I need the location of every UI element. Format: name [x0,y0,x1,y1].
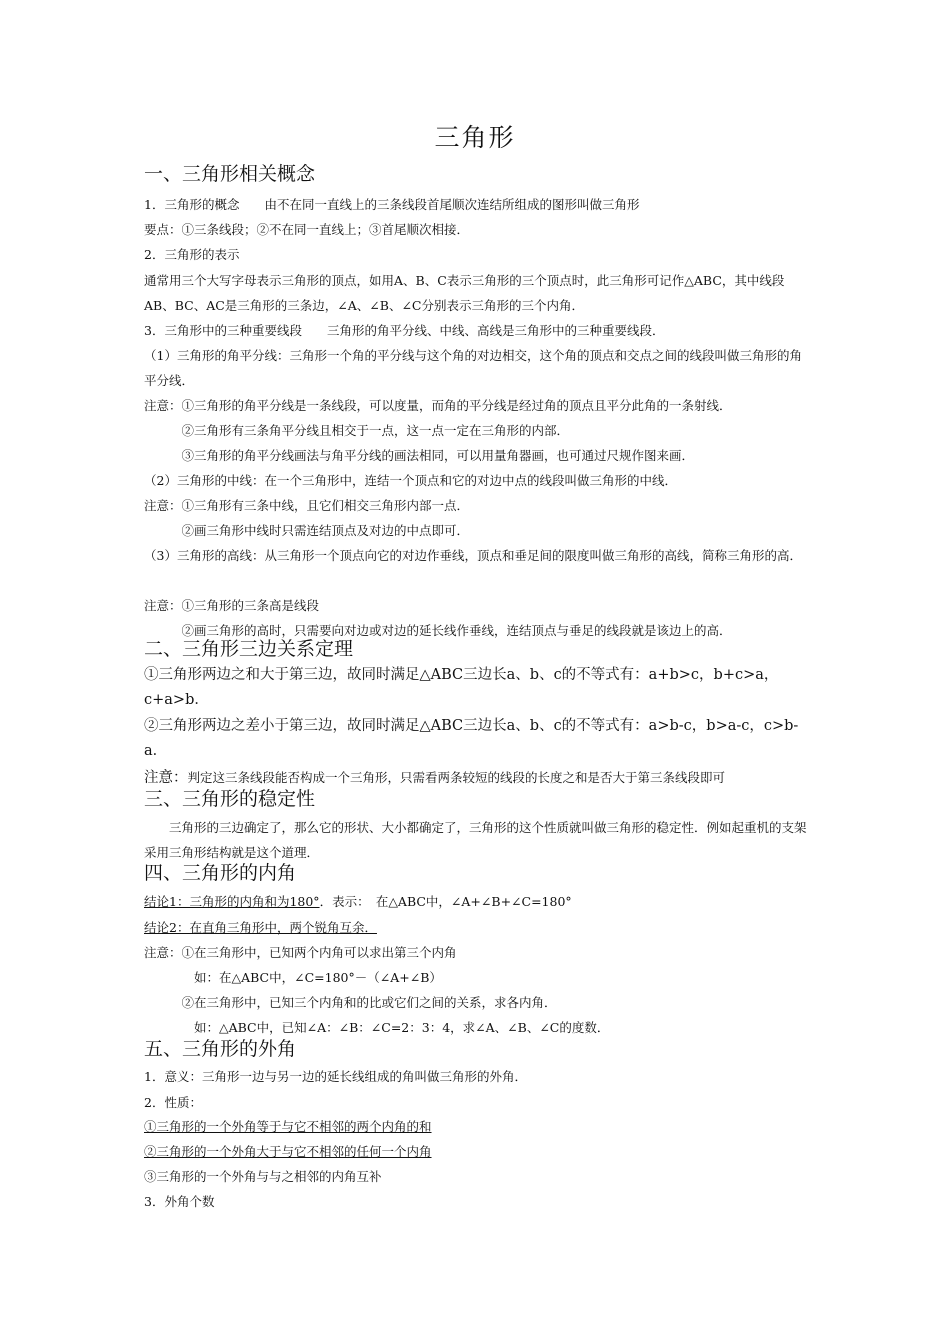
section-heading-3: 三、三角形的稳定性 [144,788,316,810]
section-heading-4: 四、三角形的内角 [144,862,297,884]
paragraph: 1．三角形的概念 由不在同一直线上的三条线段首尾顺次连结所组成的图形叫做三角形 [144,197,640,212]
paragraph: 注意：①三角形有三条中线，且它们相交三角形内部一点． [144,498,470,513]
paragraph: ②画三角形的高时，只需要向对边或对边的延长线作垂线，连结顶点与垂足的线段就是该边上的高． [144,623,732,638]
paragraph: ②画三角形中线时只需连结顶点及对边的中点即可． [144,523,470,538]
paragraph: 如：△ABC中，已知∠A：∠B：∠C=2：3：4，求∠A、∠B、∠C的度数． [144,1020,610,1035]
conclusion-2: 结论2：在直角三角形中，两个锐角互余． [144,920,377,935]
paragraph: ②三角形有三条角平分线且相交于一点，这一点一定在三角形的内部． [144,423,570,438]
paragraph: ③三角形的角平分线画法与角平分线的画法相同，可以用量角器画，也可通过尺规作图来画． [144,448,695,463]
paragraph: ②在三角形中，已知三个内角和的比或它们之间的关系，求各内角． [144,995,557,1010]
paragraph [144,889,814,914]
paragraph: （1）三角形的角平分线：三角形一个角的平分线与这个角的对边相交，这个角的顶点和交点之间的线段叫做三角形的角平分线． [144,348,802,388]
paragraph: 要点：①三条线段；②不在同一直线上；③首尾顺次相接． [144,222,470,237]
paragraph: 注意：①三角形的角平分线是一条线段，可以度量，而角的平分线是经过角的顶点且平分此角的一条射线． [144,398,732,413]
section-heading-1: 一、三角形相关概念 [144,163,316,185]
page-title: 三角形 [434,123,516,152]
paragraph: ①三角形两边之和大于第三边，故同时满足△ABC三边长a、b、c的不等式有：a+b>c，b+c>a，c+a>b． [144,667,779,708]
paragraph: 通常用三个大写字母表示三角形的顶点，如用A、B、C表示三角形的三个顶点时，此三角形可记作△ABC，其中线段AB、BC、AC是三角形的三条边，∠A、∠B、∠C分别表示三角形的三个内角． [144,273,785,313]
paragraph: （3）三角形的高线：从三角形一个顶点向它的对边作垂线，顶点和垂足间的限度叫做三角形的高线，简称三角形的高． [144,548,802,563]
property-3: ③三角形的一个外角与与之相邻的内角互补 [144,1169,382,1184]
paragraph: 1．意义：三角形一边与另一边的延长线组成的角叫做三角形的外角． [144,1069,527,1084]
property-1: ①三角形的一个外角等于与它不相邻的两个内角的和 [144,1119,432,1134]
paragraph: 三角形的三边确定了，那么它的形状、大小都确定了，三角形的这个性质就叫做三角形的稳定性．例如起重机的支架采用三角形结构就是这个道理． [144,820,807,860]
note-label: 注意： [144,770,188,786]
paragraph: 2．性质： [144,1095,202,1110]
section-heading-5: 五、三角形的外角 [144,1038,297,1060]
conclusion-1: 结论1：三角形的内角和为180° [144,894,320,909]
paragraph: 2．三角形的表示 [144,247,240,262]
paragraph: 如：在△ABC中，∠C=180°－（∠A+∠B） [144,970,442,985]
paragraph: ②三角形两边之差小于第三边，故同时满足△ABC三边长a、b、c的不等式有：a>b-c，b>a-c，c>b-a． [144,718,799,759]
paragraph: （2）三角形的中线：在一个三角形中，连结一个顶点和它的对边中点的线段叫做三角形的中线． [144,473,677,488]
property-2: ②三角形的一个外角大于与它不相邻的任何一个内角 [144,1144,432,1159]
paragraph: 3．外角个数 [144,1194,215,1209]
conclusion-1-expression: ．表示： 在△ABC中，∠A+∠B+∠C=180° [319,894,572,909]
paragraph: 3．三角形中的三种重要线段 三角形的角平分线、中线、高线是三角形中的三种重要线段． [144,323,665,338]
section-heading-2: 二、三角形三边关系定理 [144,638,354,660]
paragraph: 注意：①在三角形中，已知两个内角可以求出第三个内角 [144,945,457,960]
paragraph: 注意：①三角形的三条高是线段 [144,598,320,613]
note-text: 判定这三条线段能否构成一个三角形，只需看两条较短的线段的长度之和是否大于第三条线段即可 [187,770,726,785]
